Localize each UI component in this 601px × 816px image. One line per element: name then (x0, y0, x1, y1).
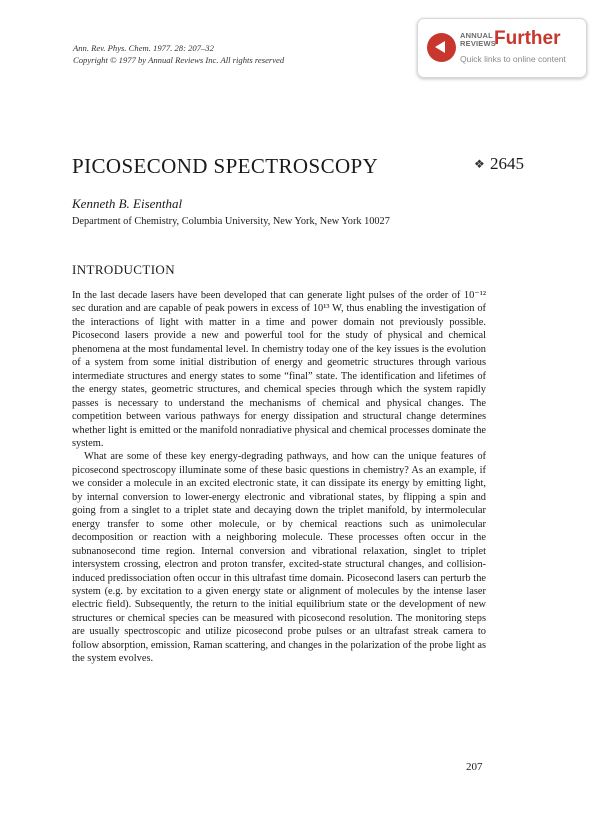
reference-number: 2645 (490, 154, 524, 173)
author-affiliation: Department of Chemistry, Columbia University, New York, New York 10027 (72, 216, 390, 227)
page-number: 207 (466, 761, 483, 773)
journal-citation (73, 42, 284, 66)
paragraph: In the last decade lasers have been developed that can generate light pulses of the order of 10⁻¹² sec duration and are capable of peak powers in excess of 10¹³ W, thus enabling the investigation of the interactions of light with matter in a time and power domain not previously possible. Picosecond lasers provide a new and powerful tool for the study of physical and chemical phenomena at the most fundamental level. In chemistry today one of the key issues is the evolution of a system from some initial distribution of energy and geometric structures through various intermediate structures and energy states to some “final” state. The identification and lifetimes of the energy states, geometric structures, and chemical species through which the system rapidly passes is necessary to understand the mechanisms of chemical and physical changes. The competition between various pathways for energy dissipation and structural change determines whether light is emitted or the manifold nonradiative physical and chemical processes dominate the system. (72, 290, 486, 449)
further-links-badge[interactable] (417, 18, 587, 78)
brand-top: ANNUAL (460, 31, 493, 40)
back-arrow-circle-icon (427, 33, 456, 62)
brand-bottom: REVIEWS (460, 39, 496, 48)
journal-line: Ann. Rev. Phys. Chem. 1977. 28: 207–32 (73, 43, 214, 53)
article-title: PICOSECOND SPECTROSCOPY (72, 154, 379, 178)
further-label: Further (494, 28, 561, 49)
paragraph: What are some of these key energy-degrading pathways, and how can the unique features of picosecond spectroscopy illuminate some of these basic questions in chemistry? As an example, if we consider a molecule in an excited electronic state, it can dissipate its energy by emitting light, by internal conversion to lower-energy electronic and vibrational states, by flipping a spin and going from a singlet to a triplet state and decaying down the triplet manifold, by intermolecular energy transfer to some other molecule, or by chemical reactions such as unimolecular decomposition or reaction with a neighboring molecule. These processes often occur in the subnanosecond time region. Internal conversion and vibrational relaxation, singlet to triplet intersystem crossing, electron and proton transfer, excited-state structural changes, and collision-induced predissociation often occur in this ultrafast time domain. Picosecond lasers can perturb the system (e.g. by excitation to a given energy state or alignment of molecules by the intense laser electric field). Subsequently, the return to the initial equilibrium state or the development of new structures or chemical species can be measured with picosecond resolution. The monitoring steps are usually spectroscopic and utilize picosecond probe pulses or an ultrafast streak camera to follow absorption, emission, Raman scattering, and changes in the polarization of the probe light as the system evolves. (72, 451, 486, 665)
article-body (72, 289, 486, 666)
copyright-line: Copyright © 1977 by Annual Reviews Inc. All rights reserved (73, 55, 285, 65)
reference-mark-icon: ❖ (474, 157, 485, 171)
section-heading: INTRODUCTION (72, 262, 176, 277)
quick-links-tagline: Quick links to online content (460, 54, 566, 64)
annual-reviews-logo (460, 32, 496, 48)
author-name: Kenneth B. Eisenthal (72, 196, 183, 211)
